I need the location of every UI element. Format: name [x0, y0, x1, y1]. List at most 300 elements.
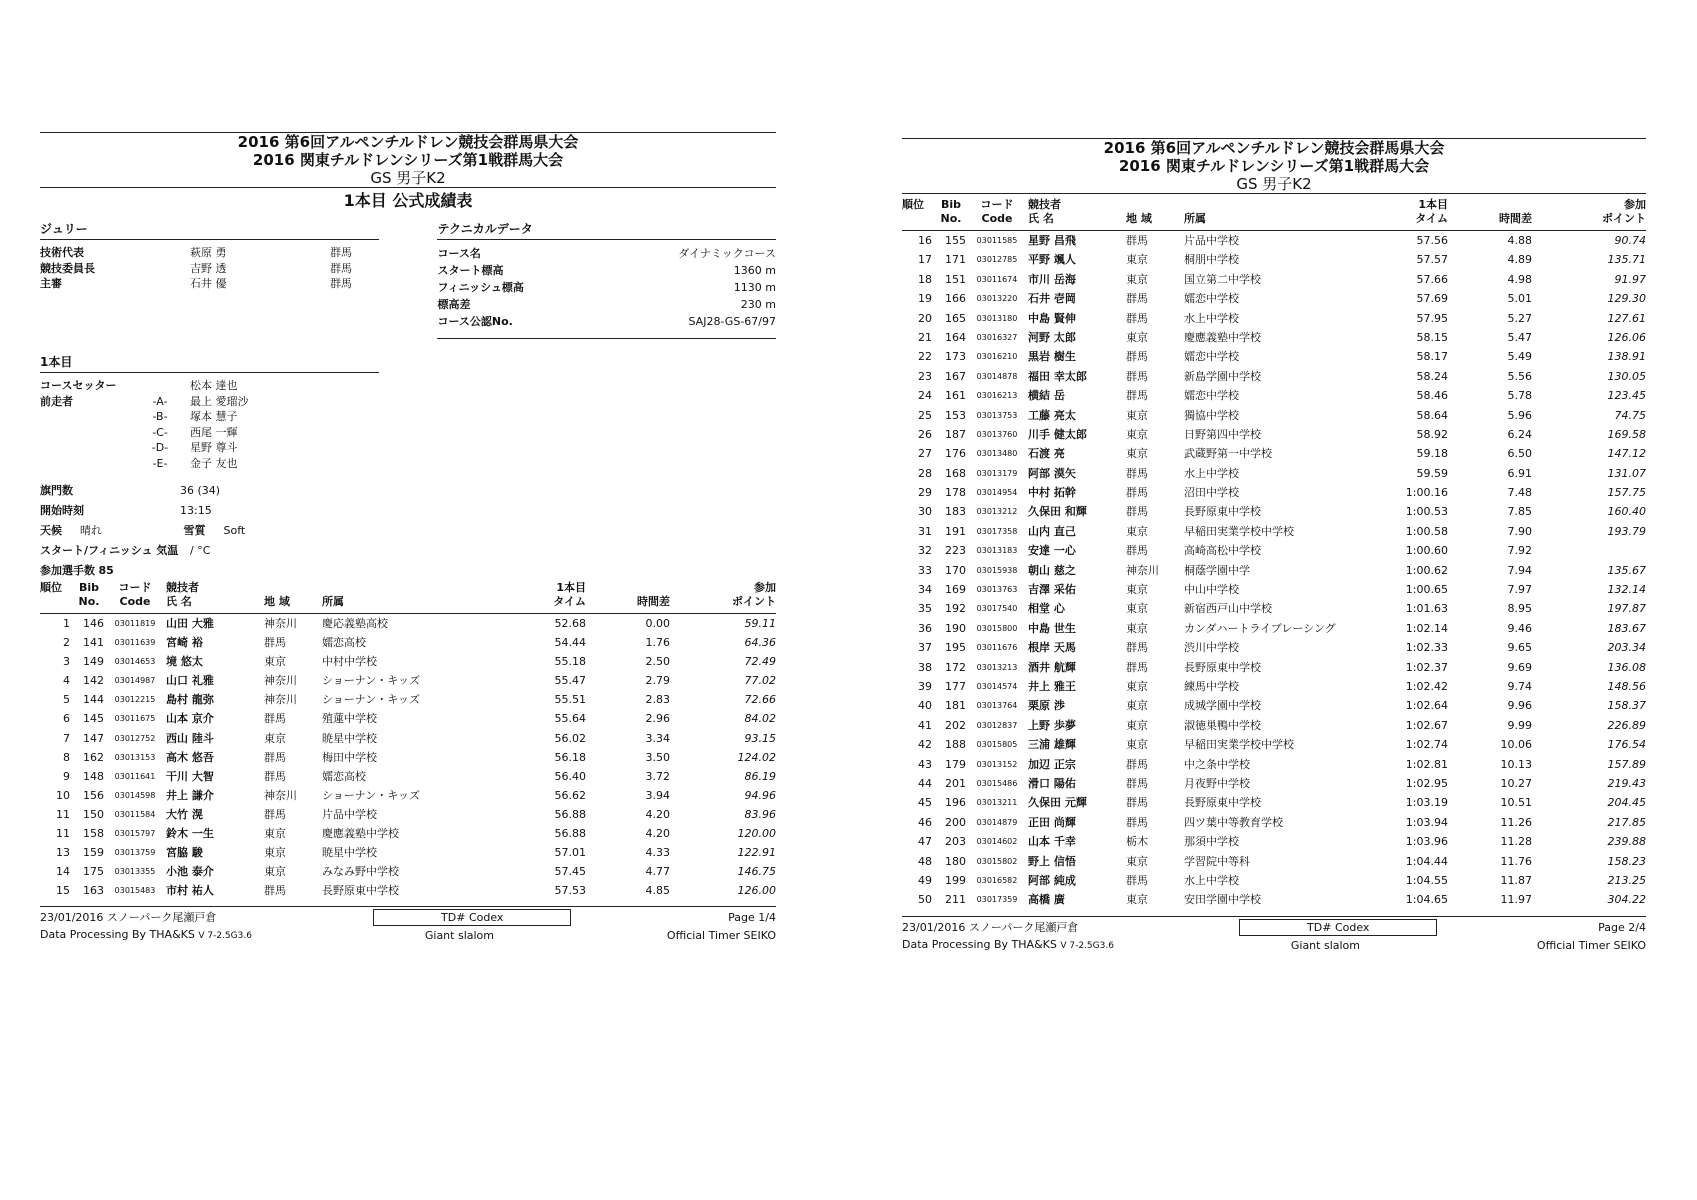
rank-cell: 23: [918, 369, 932, 383]
result-row: [902, 716, 1646, 735]
result-row: [902, 561, 1646, 580]
region-cell: 栃木: [1126, 835, 1148, 849]
diff-cell: 4.20: [645, 807, 670, 821]
name-cell: 上野 歩夢: [1028, 718, 1076, 732]
name-cell: 中村 拓幹: [1028, 486, 1076, 500]
time-cell: 1:02.64: [1405, 699, 1448, 713]
bib-cell: 175: [83, 865, 104, 879]
diff-cell: 7.92: [1507, 544, 1532, 558]
club-cell: 長野原東中学校: [322, 884, 399, 898]
club-cell: 長野原東中学校: [1184, 505, 1261, 519]
time-cell: 1:02.33: [1405, 641, 1448, 655]
code-cell: 03013180: [976, 313, 1018, 323]
rank-cell: 22: [918, 350, 932, 364]
region-cell: 群馬: [1126, 369, 1148, 383]
rank-cell: 20: [918, 311, 932, 325]
bib-cell: 170: [945, 563, 966, 577]
result-row: [40, 748, 776, 767]
region-cell: 群馬: [264, 636, 286, 650]
bib-cell: 163: [83, 884, 104, 898]
code-cell: 03015486: [976, 778, 1018, 788]
points-cell: 93.15: [744, 731, 776, 745]
bib-cell: 169: [945, 583, 966, 597]
processing-credit: Data Processing By THA&KS: [40, 928, 195, 942]
code-cell: 03013763: [976, 585, 1018, 595]
bib-cell: 173: [945, 350, 966, 364]
region-cell: 神奈川: [264, 788, 297, 802]
time-cell: 1:02.37: [1405, 660, 1448, 674]
time-cell: 57.66: [1416, 272, 1448, 286]
bib-cell: 211: [945, 893, 966, 907]
bib-cell: 200: [945, 815, 966, 829]
bib-cell: 144: [83, 693, 104, 707]
diff-cell: 7.48: [1507, 486, 1532, 500]
region-cell: 東京: [1126, 602, 1148, 616]
points-cell: 72.66: [744, 693, 776, 707]
diff-cell: 4.88: [1507, 234, 1532, 247]
time-cell: 1:02.81: [1405, 757, 1448, 771]
bib-cell: 142: [83, 674, 104, 688]
result-row: [902, 599, 1646, 618]
technical-heading: テクニカルデータ: [437, 218, 776, 240]
code-cell: 03013179: [976, 468, 1018, 478]
category-title: GS 男子K2: [1236, 175, 1312, 193]
rank-cell: 8: [63, 750, 70, 764]
time-cell: 57.69: [1416, 292, 1448, 306]
technical-row: フィニッシュ標高 1130 m: [437, 281, 776, 294]
club-cell: 日野第四中学校: [1184, 427, 1261, 441]
club-cell: 渋川中学校: [1184, 641, 1239, 655]
diff-cell: 5.01: [1507, 292, 1532, 306]
code-cell: 03016213: [976, 391, 1018, 401]
rank-cell: 36: [918, 621, 932, 635]
version: V 7-2.5G3.6: [1060, 940, 1114, 951]
club-cell: 桐朋中学校: [1184, 253, 1239, 267]
time-cell: 1:01.63: [1405, 602, 1448, 616]
result-row: [902, 619, 1646, 638]
rank-cell: 45: [918, 796, 932, 810]
name-cell: 西山 陸斗: [166, 731, 214, 745]
result-row: [902, 658, 1646, 677]
bib-cell: 167: [945, 369, 966, 383]
points-cell: 84.02: [744, 712, 776, 726]
club-cell: 獨協中学校: [1184, 408, 1239, 422]
time-cell: 1:04.44: [1405, 854, 1448, 868]
region-cell: 群馬: [1126, 234, 1148, 247]
result-row: [40, 824, 776, 843]
time-cell: 58.64: [1416, 408, 1448, 422]
region-cell: 東京: [1126, 427, 1148, 441]
name-cell: 三浦 雄輝: [1028, 738, 1076, 752]
time-cell: 1:00.62: [1405, 563, 1448, 577]
result-row: [902, 367, 1646, 386]
diff-cell: 4.77: [645, 865, 670, 879]
region-cell: 神奈川: [264, 693, 297, 707]
time-cell: 56.40: [554, 769, 586, 783]
region-cell: 東京: [1126, 253, 1148, 267]
club-cell: 桐蔭学園中学: [1184, 563, 1250, 577]
time-cell: 56.88: [554, 827, 586, 841]
name-cell: 久保田 元輝: [1028, 796, 1087, 810]
time-cell: 1:00.60: [1405, 544, 1448, 558]
code-cell: 03014598: [114, 790, 156, 800]
club-cell: 武蔵野第一中学校: [1184, 447, 1272, 461]
diff-cell: 4.85: [645, 884, 670, 898]
time-cell: 56.18: [554, 750, 586, 764]
rank-cell: 4: [63, 674, 70, 688]
time-cell: 1:02.95: [1405, 776, 1448, 790]
rank-cell: 2: [63, 636, 70, 650]
bib-cell: 165: [945, 311, 966, 325]
time-cell: 1:00.53: [1405, 505, 1448, 519]
region-cell: 群馬: [1126, 757, 1148, 771]
diff-cell: 11.87: [1500, 873, 1532, 887]
rank-cell: 43: [918, 757, 932, 771]
result-row: [902, 250, 1646, 269]
page-footer: [40, 906, 776, 945]
region-cell: 東京: [264, 846, 286, 860]
diff-cell: 2.96: [645, 712, 670, 726]
points-cell: 204.45: [1607, 796, 1646, 810]
forerunner-row: -E- 金子 友也: [152, 456, 238, 470]
diff-cell: 6.24: [1507, 427, 1532, 441]
code-cell: 03011584: [114, 809, 156, 819]
diff-cell: 5.56: [1507, 369, 1532, 383]
rank-cell: 24: [918, 389, 932, 403]
bib-cell: 149: [83, 655, 104, 669]
name-cell: 高橋 廣: [1028, 893, 1065, 907]
bib-cell: 158: [83, 827, 104, 841]
weather-row: 天候 晴れ 雪質 Soft: [40, 524, 246, 537]
code-cell: 03014878: [976, 371, 1018, 381]
rank-cell: 27: [918, 447, 932, 461]
jury-row: 競技委員長 吉野 透 群馬: [40, 261, 352, 275]
bib-cell: 223: [945, 544, 966, 558]
time-cell: 56.62: [554, 788, 586, 802]
club-cell: 中村中学校: [322, 655, 377, 669]
rank-cell: 34: [918, 583, 932, 597]
rank-cell: 30: [918, 505, 932, 519]
result-row: [40, 881, 776, 900]
points-cell: 72.49: [744, 655, 776, 669]
points-cell: 176.54: [1607, 738, 1646, 752]
points-cell: 226.89: [1607, 718, 1646, 732]
club-cell: 成城学園中学校: [1184, 699, 1261, 713]
forerunner-row: -C- 西尾 一輝: [152, 425, 238, 439]
bib-cell: 181: [945, 699, 966, 713]
region-cell: 東京: [264, 865, 286, 879]
time-cell: 1:02.14: [1405, 621, 1448, 635]
club-cell: 殖蓮中学校: [322, 712, 377, 726]
diff-cell: 10.51: [1500, 796, 1532, 810]
region-cell: 東京: [1126, 718, 1148, 732]
name-cell: 井上 雅王: [1028, 679, 1076, 693]
result-row: [902, 464, 1646, 483]
points-cell: 59.11: [744, 617, 776, 630]
code-cell: 03011585: [976, 236, 1018, 245]
club-cell: 中山中学校: [1184, 583, 1239, 597]
run-heading: 1本目: [40, 351, 379, 373]
bib-cell: 203: [945, 835, 966, 849]
result-row: [902, 386, 1646, 405]
diff-cell: 9.69: [1507, 660, 1532, 674]
club-cell: 新宿西戸山中学校: [1184, 602, 1272, 616]
club-cell: 沼田中学校: [1184, 486, 1239, 500]
points-cell: [1532, 541, 1646, 560]
date-venue: 23/01/2016 スノーパーク尾瀬戸倉: [40, 911, 217, 925]
bib-cell: 153: [945, 408, 966, 422]
diff-cell: 0.00: [645, 617, 670, 630]
bib-cell: 191: [945, 524, 966, 538]
points-cell: 157.89: [1607, 757, 1646, 771]
bib-cell: 146: [83, 617, 104, 630]
name-cell: 境 悠太: [166, 655, 203, 669]
region-cell: 群馬: [264, 884, 286, 898]
result-row: [902, 813, 1646, 832]
points-cell: 213.25: [1607, 873, 1646, 887]
region-cell: 群馬: [1126, 311, 1148, 325]
club-cell: 高崎高松中学校: [1184, 544, 1261, 558]
points-cell: 147.12: [1607, 447, 1646, 461]
code-cell: 03013759: [114, 848, 156, 858]
points-cell: 129.30: [1607, 292, 1646, 306]
diff-cell: 5.96: [1507, 408, 1532, 422]
name-cell: 酒井 航輝: [1028, 660, 1076, 674]
points-cell: 138.91: [1607, 350, 1646, 364]
bib-cell: 147: [83, 731, 104, 745]
rank-cell: 1: [63, 617, 70, 630]
region-cell: 神奈川: [1126, 563, 1159, 577]
bib-cell: 159: [83, 846, 104, 860]
code-cell: 03015483: [114, 886, 156, 896]
region-cell: 群馬: [1126, 544, 1148, 558]
code-cell: 03016210: [976, 352, 1018, 362]
event-title: 2016 第6回アルペンチルドレン競技会群馬県大会: [237, 133, 579, 151]
result-row: [40, 709, 776, 728]
points-cell: 197.87: [1607, 602, 1646, 616]
gates-row: 旗門数 36 (34): [40, 484, 221, 497]
club-cell: 水上中学校: [1184, 873, 1239, 887]
points-cell: 219.43: [1607, 776, 1646, 790]
result-row: [902, 541, 1646, 560]
category-title: GS 男子K2: [370, 169, 446, 187]
points-cell: 160.40: [1607, 505, 1646, 519]
rank-cell: 33: [918, 563, 932, 577]
club-cell: 安田学園中学校: [1184, 893, 1261, 907]
diff-cell: 5.47: [1507, 330, 1532, 344]
code-cell: 03013153: [114, 752, 156, 762]
region-cell: 群馬: [1126, 660, 1148, 674]
result-row: [902, 309, 1646, 328]
time-cell: 1:04.55: [1405, 873, 1448, 887]
rank-cell: 10: [56, 788, 70, 802]
result-row: [902, 580, 1646, 599]
rank-cell: 14: [56, 865, 70, 879]
results-table-header: 順位 Bib No. コード Code 競技者 氏 名 地 域 所属 1本目 タイム 時間差 参加 ポイント: [40, 581, 776, 614]
result-row: [40, 786, 776, 805]
points-cell: 239.88: [1607, 835, 1646, 849]
code-cell: 03014879: [976, 817, 1018, 827]
result-row: [902, 638, 1646, 657]
diff-cell: 1.76: [645, 636, 670, 650]
points-cell: 126.06: [1607, 330, 1646, 344]
code-cell: 03015800: [976, 623, 1018, 633]
technical-rule: [437, 338, 776, 339]
name-cell: 島村 龍弥: [166, 693, 214, 707]
code-cell: 03013753: [976, 410, 1018, 420]
official-results-title: 1本目 公式成績表: [343, 191, 473, 210]
results-page-2: [902, 138, 1646, 955]
diff-cell: 4.89: [1507, 253, 1532, 267]
region-cell: 群馬: [1126, 873, 1148, 887]
club-cell: 中之条中学校: [1184, 757, 1250, 771]
club-cell: ショーナン・キッズ: [322, 693, 421, 707]
rank-cell: 11: [56, 807, 70, 821]
code-cell: 03013211: [976, 798, 1018, 808]
time-cell: 57.95: [1416, 311, 1448, 325]
name-cell: 石井 壱岡: [1028, 292, 1076, 306]
time-cell: 58.92: [1416, 427, 1448, 441]
code-cell: 03017540: [976, 604, 1018, 614]
diff-cell: 4.98: [1507, 272, 1532, 286]
code-cell: 03012215: [114, 695, 156, 705]
time-cell: 55.47: [554, 674, 586, 688]
region-cell: 群馬: [1126, 389, 1148, 403]
time-cell: 55.18: [554, 655, 586, 669]
name-cell: 大竹 滉: [166, 807, 203, 821]
club-cell: 暁星中学校: [322, 846, 377, 860]
bib-cell: 141: [83, 636, 104, 650]
temperature-row: スタート/フィニッシュ 気温 / °C: [40, 544, 211, 557]
bib-cell: 196: [945, 796, 966, 810]
club-cell: カンダハートライブレーシング: [1184, 621, 1336, 635]
diff-cell: 7.90: [1507, 524, 1532, 538]
name-cell: 山本 京介: [166, 712, 214, 726]
name-cell: 相堂 心: [1028, 602, 1065, 616]
points-cell: 193.79: [1607, 524, 1646, 538]
diff-cell: 5.27: [1507, 311, 1532, 325]
region-cell: 群馬: [264, 712, 286, 726]
club-cell: 嬬恋高校: [322, 636, 366, 650]
diff-cell: 3.94: [645, 788, 670, 802]
forerunner-row: -B- 塚本 慧子: [152, 410, 238, 423]
technical-row: コース名 ダイナミックコース: [437, 247, 776, 260]
points-cell: 90.74: [1614, 234, 1646, 247]
time-cell: 57.45: [554, 865, 586, 879]
club-cell: ショーナン・キッズ: [322, 788, 421, 802]
diff-cell: 11.97: [1500, 893, 1532, 907]
result-row: [902, 696, 1646, 715]
result-row: [902, 735, 1646, 754]
code-cell: 03014574: [976, 681, 1018, 691]
name-cell: 阿部 漠矢: [1028, 466, 1076, 480]
bib-cell: 155: [945, 234, 966, 247]
rank-cell: 48: [918, 854, 932, 868]
time-cell: 57.57: [1416, 253, 1448, 267]
time-cell: 58.15: [1416, 330, 1448, 344]
bib-cell: 156: [83, 788, 104, 802]
rank-cell: 47: [918, 835, 932, 849]
course-setter-row: コースセッター 松本 達也: [40, 379, 238, 392]
code-cell: 03014653: [114, 657, 156, 667]
time-cell: 1:03.19: [1405, 796, 1448, 810]
points-cell: 122.91: [737, 846, 776, 860]
club-cell: 四ツ葉中等教育学校: [1184, 815, 1283, 829]
points-cell: 86.19: [744, 769, 776, 783]
name-cell: 高木 悠吾: [166, 750, 214, 764]
diff-cell: 2.83: [645, 693, 670, 707]
time-cell: 1:00.65: [1405, 583, 1448, 597]
code-cell: 03011674: [976, 274, 1018, 284]
bib-cell: 192: [945, 602, 966, 616]
time-cell: 56.02: [554, 731, 586, 745]
name-cell: 星野 昌飛: [1028, 234, 1076, 247]
diff-cell: 6.50: [1507, 447, 1532, 461]
diff-cell: 11.76: [1500, 854, 1532, 868]
club-cell: 早稲田実業学校中学校: [1184, 524, 1294, 538]
code-cell: 03014954: [976, 488, 1018, 498]
timer-credit: Official Timer SEIKO: [1536, 938, 1646, 952]
diff-cell: 8.95: [1507, 602, 1532, 616]
time-cell: 57.56: [1416, 234, 1448, 247]
diff-cell: 6.91: [1507, 466, 1532, 480]
name-cell: 山本 千幸: [1028, 835, 1076, 849]
time-cell: 1:03.96: [1405, 835, 1448, 849]
time-cell: 55.51: [554, 693, 586, 707]
diff-cell: 4.33: [645, 846, 670, 860]
technical-row: スタート標高 1360 m: [437, 264, 776, 277]
region-cell: 群馬: [1126, 505, 1148, 519]
rank-cell: 40: [918, 699, 932, 713]
bib-cell: 145: [83, 712, 104, 726]
rank-cell: 41: [918, 718, 932, 732]
diff-cell: 2.79: [645, 674, 670, 688]
rank-cell: 19: [918, 292, 932, 306]
points-cell: 217.85: [1607, 815, 1646, 829]
result-row: [40, 690, 776, 709]
time-cell: 58.17: [1416, 350, 1448, 364]
result-row: [902, 502, 1646, 521]
td-box: TD# Codex: [1239, 919, 1437, 936]
points-cell: 183.67: [1607, 621, 1646, 635]
points-cell: 123.45: [1607, 389, 1646, 403]
diff-cell: 10.13: [1500, 757, 1532, 771]
club-cell: 嬬恋中学校: [1184, 292, 1239, 306]
code-cell: 03013220: [976, 294, 1018, 304]
technical-row: コース公認No. SAJ28-GS-67/97: [437, 315, 776, 328]
technical-row: 標高差 230 m: [437, 298, 776, 311]
code-cell: 03011676: [976, 643, 1018, 653]
club-cell: 慶應義塾中学校: [1184, 330, 1261, 344]
diff-cell: 3.50: [645, 750, 670, 764]
info-section: [40, 218, 776, 339]
rank-cell: 42: [918, 738, 932, 752]
result-row: [40, 729, 776, 748]
date-venue: 23/01/2016 スノーパーク尾瀬戸倉: [902, 920, 1079, 934]
diff-cell: 5.49: [1507, 350, 1532, 364]
discipline: Giant slalom: [424, 929, 494, 943]
jury-section: [40, 218, 379, 339]
page-number: Page 1/4: [728, 911, 776, 925]
club-cell: みなみ野中学校: [322, 865, 399, 879]
time-cell: 59.59: [1416, 466, 1448, 480]
points-cell: 127.61: [1607, 311, 1646, 325]
rank-cell: 50: [918, 893, 932, 907]
diff-cell: 9.74: [1507, 679, 1532, 693]
bib-cell: 188: [945, 738, 966, 752]
rank-cell: 25: [918, 408, 932, 422]
rank-cell: 7: [63, 731, 70, 745]
